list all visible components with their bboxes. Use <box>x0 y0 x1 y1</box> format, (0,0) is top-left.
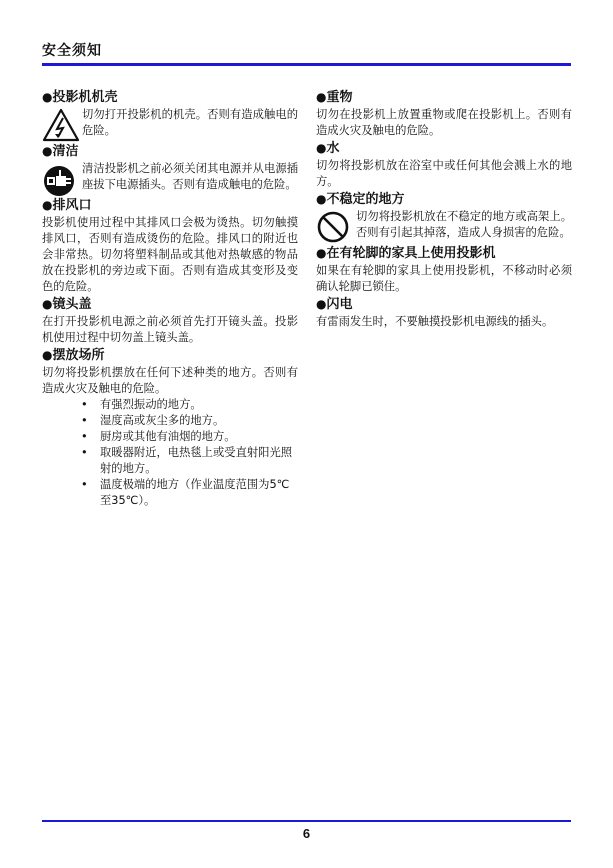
section-heading: ●清洁 <box>42 144 79 159</box>
section-heading: ●水 <box>316 141 340 156</box>
header-rule <box>42 63 571 66</box>
section-heading: ●重物 <box>316 90 353 105</box>
page-number: 6 <box>302 826 311 841</box>
left-column <box>42 88 298 509</box>
section-heading: ●投影机机壳 <box>42 90 118 105</box>
section-heading: ●在有轮脚的家具上使用投影机 <box>316 246 496 261</box>
footer-rule <box>42 820 571 822</box>
electric-shock-warning-icon <box>42 108 80 142</box>
lens-cap-text: 在打开投影机电源之前必须首先打开镜头盖。投影机使用过程中切勿盖上镜头盖。 <box>42 315 298 344</box>
lightning-text: 有雷雨发生时，不要触摸投影机电源线的插头。 <box>316 315 554 328</box>
list-item: • 有强烈振动的地方。 <box>81 397 298 413</box>
casters-text: 如果在有轮脚的家具上使用投影机，不移动时必须确认轮脚已锁住。 <box>316 264 572 293</box>
placement-text: 切勿将投影机摆放在任何下述种类的地方。否则有造成火灾及触电的危险。 <box>42 366 298 395</box>
list-item: • 厨房或其他有油烟的地方。 <box>81 429 298 445</box>
placement-list <box>42 397 298 509</box>
cleaning-row <box>42 161 298 196</box>
section-heading: ●不稳定的地方 <box>316 192 405 207</box>
unstable-text: 切勿将投影机放在不稳定的地方或高架上。否则有引起其掉落，造成人身损害的危险。 <box>356 210 572 239</box>
page-header-title: 安全须知 <box>42 43 102 59</box>
cleaning-text: 清洁投影机之前必须关闭其电源并从电源插座拔下电源插头。否则有造成触电的危险。 <box>82 162 298 191</box>
list-item: • 湿度高或灰尘多的地方。 <box>81 413 298 429</box>
water-text: 切勿将投影机放在浴室中或任何其他会溅上水的地方。 <box>316 159 572 188</box>
section-heading: ●闪电 <box>316 297 353 312</box>
unplug-icon <box>42 162 80 196</box>
list-item: • 温度极端的地方（作业温度范围为5℃ 至35℃）。 <box>81 477 298 509</box>
section-heading: ●排风口 <box>42 198 92 213</box>
right-column <box>316 88 572 330</box>
heavy-text: 切勿在投影机上放置重物或爬在投影机上。否则有造成火灾及触电的危险。 <box>316 108 572 137</box>
housing-text: 切勿打开投影机的机壳。否则有造成触电的危险。 <box>82 108 298 137</box>
unstable-row <box>316 209 572 244</box>
prohibited-icon <box>316 210 354 244</box>
section-heading: ●摆放场所 <box>42 348 105 363</box>
housing-row <box>42 107 298 142</box>
section-heading: ●镜头盖 <box>42 297 92 312</box>
list-item: • 取暖器附近，电热毯上或受直射阳光照射的地方。 <box>81 445 298 477</box>
vent-text: 投影机使用过程中其排风口会极为烫热。切勿触摸排风口，否则有造成烫伤的危险。排风口的附近也会非常热。切勿将塑料制品或其他对热敏感的物品放在投影机的旁边或下面。否则有造成其变形及变色的危险。 <box>42 216 298 293</box>
